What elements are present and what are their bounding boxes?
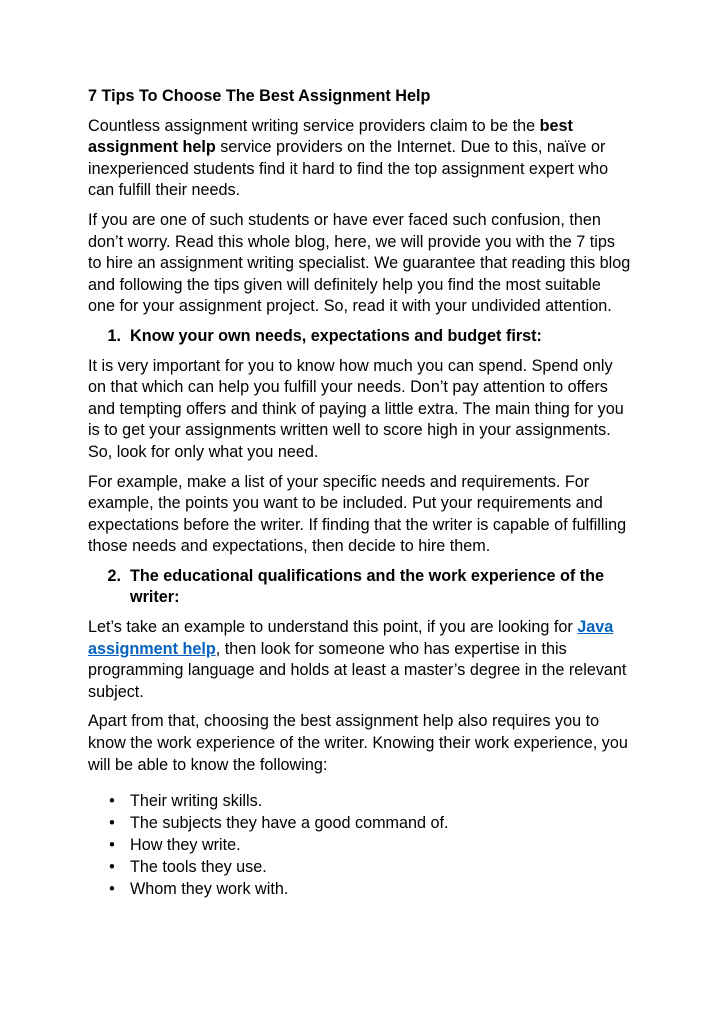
section-2-text-start: Let’s take an example to understand this point, if you are looking for (88, 618, 578, 637)
document-title: 7 Tips To Choose The Best Assignment Help (88, 87, 431, 105)
section-1-paragraph-1: It is very important for you to know how much you can spend. Spend only on that which can help you fulfill your needs. Don’t pay attention to offers and tempting offers and think of paying a little extra. The main thing for you is to get your assignments written well to score high in your assignments. So, look for only what you need. (88, 356, 624, 461)
list-item-text: Whom they work with. (130, 880, 289, 899)
section-2-number: 2. (107, 566, 121, 585)
list-item-text: How they write. (130, 836, 241, 855)
section-2-heading-text: The educational qualifications and the work experience of the writer: (130, 566, 605, 607)
list-item (88, 834, 632, 856)
section-2-text-end: , then look for someone who has expertise in this programming language and holds at least a master’s degree in the relevant subject. (88, 639, 627, 701)
section-2-heading (88, 566, 632, 609)
bullet-icon: • (109, 836, 115, 855)
list-item-text: Their writing skills. (130, 792, 263, 811)
intro-bold-phrase: best assignment help (88, 116, 573, 157)
list-item (88, 856, 632, 878)
section-2-paragraph-1 (88, 617, 632, 703)
section-1-paragraph-2: For example, make a list of your specific needs and requirements. For example, the points you want to be included. Put your requirements and expectations before the writer. If finding that the writer is capable of fulfilling those needs and expectations, then decide to hire them. (88, 472, 627, 556)
second-paragraph: If you are one of such students or have ever faced such confusion, then don’t worry. Read this whole blog, here, we will provide you with the 7 tips to hire an assignment writing specialist. We guarantee that reading this blog and following the tips given will definitely help you find the most suitable one for your assignment project. So, read it with your undivided attention. (88, 210, 631, 316)
section-1-heading-text: Know your own needs, expectations and budget first: (130, 326, 542, 345)
experience-bullet-list (88, 790, 632, 900)
list-item-text: The subjects they have a good command of. (130, 814, 449, 833)
intro-text-start: Countless assignment writing service providers claim to be the (88, 116, 540, 135)
bullet-icon: • (109, 814, 115, 833)
section-1-heading (88, 326, 632, 348)
list-item (88, 812, 632, 834)
intro-text-end: service providers on the Internet. Due to this, naïve or inexperienced students find it hard to find the top assignment expert who can fulfill their needs. (88, 138, 609, 200)
list-item-text: The tools they use. (130, 858, 267, 877)
bullet-icon: • (109, 858, 115, 877)
bullet-icon: • (109, 880, 115, 899)
list-item (88, 878, 632, 900)
section-1-number: 1. (107, 326, 121, 345)
list-item (88, 790, 632, 812)
intro-paragraph (88, 116, 632, 202)
java-assignment-help-link[interactable]: Java assignment help (88, 618, 614, 658)
section-2-paragraph-2: Apart from that, choosing the best assignment help also requires you to know the work experience of the writer. Knowing their work experience, you will be able to know the following: (88, 712, 628, 774)
bullet-icon: • (109, 792, 115, 811)
